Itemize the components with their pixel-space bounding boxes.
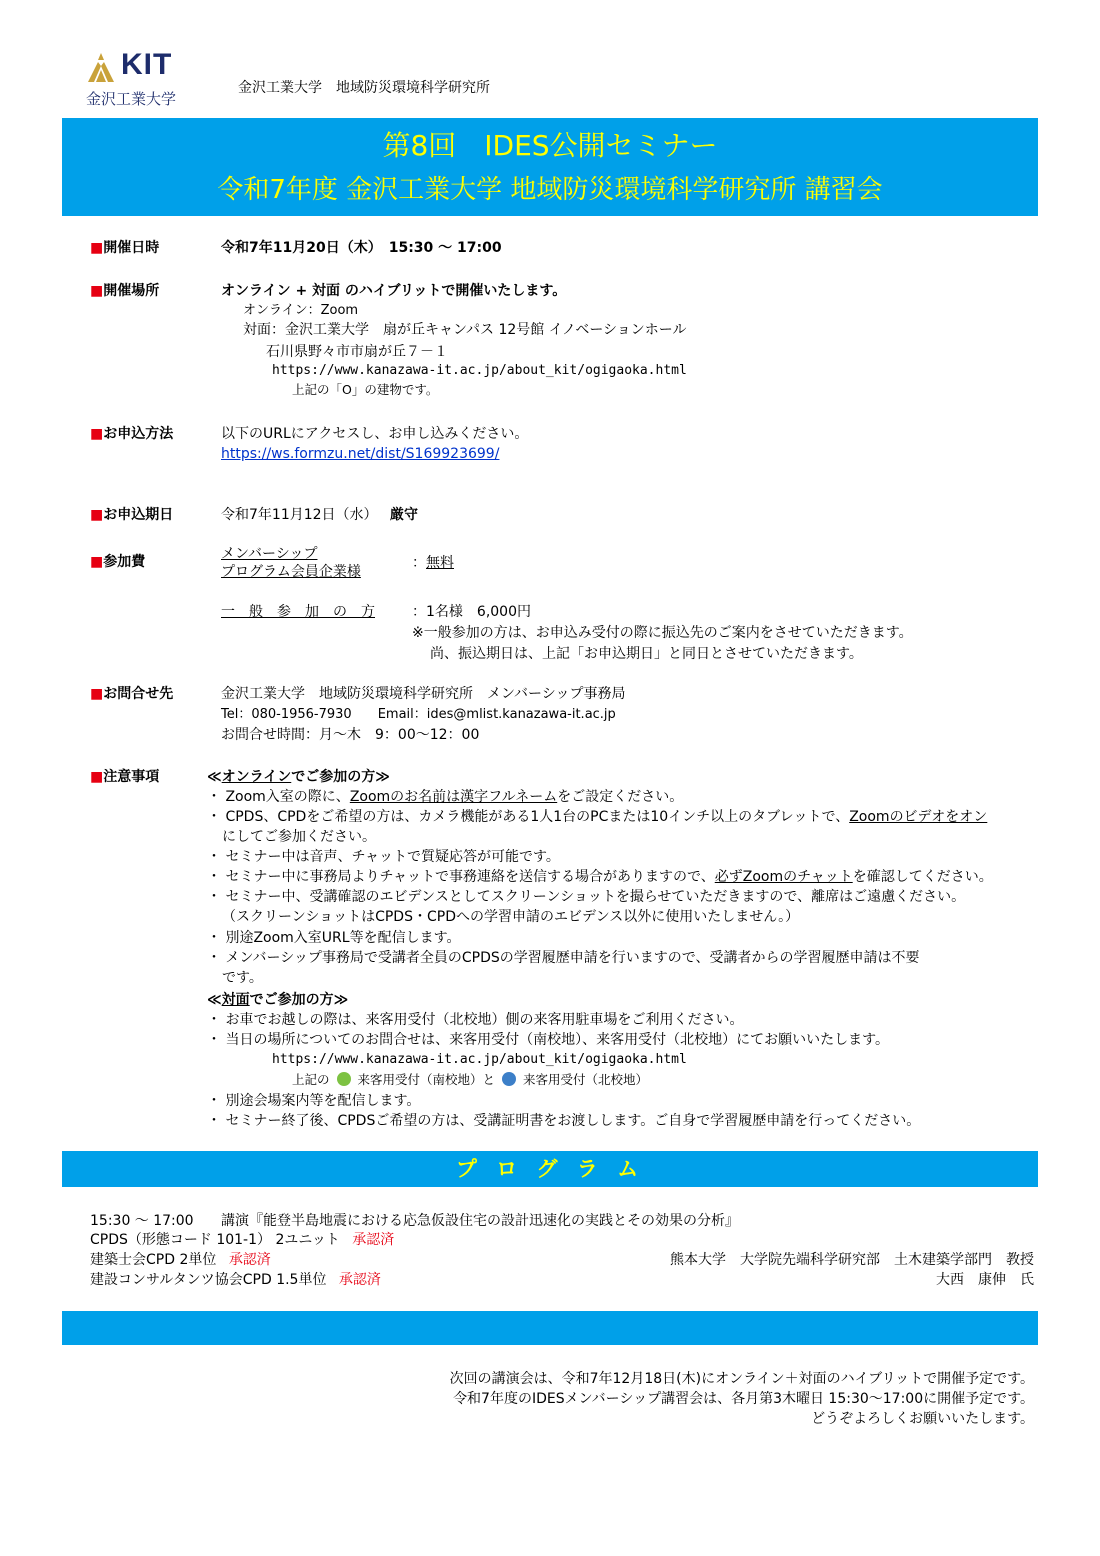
inperson-heading: ≪対面でご参加の方≫ [207,992,349,1008]
banner-title-line2: 令和7年度 金沢工業大学 地域防災環境科学研究所 講習会 [217,175,883,205]
inperson-url[interactable]: https://www.kanazawa-it.ac.jp/about_kit/ogigaoka.html [272,1052,687,1067]
program-heading: プ ロ グ ラ ム [455,1157,645,1181]
datetime-label: ■開催日時 [90,240,160,256]
logo-text: KIT [121,48,173,81]
online-note-2-cont: にしてご参加ください。 [222,829,376,845]
inperson-note-3: ・ 別途会場案内等を配信します。 [207,1093,421,1109]
online-note-2: ・ CPDS、CPDをご希望の方は、カメラ機能がある1人1台のPCまたは10インチ以上のタブレットで、Zoomのビデオをオン [207,809,988,825]
apply-text: 以下のURLにアクセスし、お申し込みください。 [221,426,529,442]
fee-label: ■参加費 [90,554,146,570]
program-cpds: CPDS（形態コード 101-1） 2ユニット 承認済 [90,1232,395,1248]
fee-general-label: 一 般 参 加 の 方 [221,604,375,620]
venue-headline: オンライン + 対面 のハイブリットで開催いたします。 [221,283,567,299]
title-banner [62,118,1038,216]
bottom-bar [62,1311,1038,1345]
inperson-note-2: ・ 当日の場所についてのお問合せは、来客用受付（南校地）、来客用受付（北校地）にてお願いいたします。 [207,1032,890,1048]
program-lecture: 講演『能登半島地震における応急仮設住宅の設計迅速化の実践とその効果の分析』 [221,1213,739,1229]
green-dot-icon [337,1072,351,1086]
online-note-5-cont: （スクリーンショットはCPDS・CPDへの学習申請のエビデンス以外に使用いたしません。） [222,909,800,925]
kit-logo [84,50,196,110]
notes-label: ■注意事項 [90,769,160,785]
footer-line3: どうぞよろしくお願いいたします。 [811,1411,1034,1427]
online-note-1: ・ Zoom入室の際に、Zoomのお名前は漢字フルネームをご設定ください。 [207,789,684,805]
red-square-icon: ■ [90,283,104,299]
contact-org: 金沢工業大学 地域防災環境科学研究所 メンバーシップ事務局 [221,686,626,702]
venue-inperson: 対面：金沢工業大学 扇が丘キャンパス 12号館 イノベーションホール [243,322,687,338]
red-square-icon: ■ [90,686,104,702]
speaker-affiliation: 熊本大学 大学院先端科学研究部 土木建築学部門 教授 [670,1252,1034,1268]
venue-url[interactable]: https://www.kanazawa-it.ac.jp/about_kit/ogigaoka.html [272,363,687,378]
banner-title-line1: 第8回 IDES公開セミナー [382,129,718,162]
online-note-5: ・ セミナー中、受講確認のエビデンスとしてスクリーンショットを撮らせていただきますので、離席はご遠慮ください。 [207,889,966,905]
deadline-label: ■お申込期日 [90,507,174,523]
cpd-consult-status: 承認済 [338,1272,381,1288]
fee-member-value: ：無料 [412,555,454,571]
red-square-icon: ■ [90,769,104,785]
online-note-7-cont: です。 [222,970,263,986]
red-square-icon: ■ [90,507,104,523]
speaker-name: 大西 康伸 氏 [936,1272,1034,1288]
venue-label: ■開催場所 [90,283,160,299]
deadline-value: 令和7年11月12日（水） 厳守 [221,507,418,523]
blue-dot-icon [502,1072,516,1086]
datetime-value: 令和7年11月20日（木） 15:30 ～ 17:00 [221,240,502,256]
deadline-strict: 厳守 [390,507,418,523]
program-time: 15:30 ～ 17:00 [90,1213,194,1229]
online-heading: ≪オンラインでご参加の方≫ [207,769,390,785]
inperson-note-4: ・ セミナー終了後、CPDSご希望の方は、受講証明書をお渡しします。ご自身で学習履歴申請を行ってください。 [207,1113,921,1129]
fee-member-line1: メンバーシップ [221,546,318,562]
fee-general-value: ：1名様 6,000円 [412,604,531,620]
red-square-icon: ■ [90,240,104,256]
red-square-icon: ■ [90,426,104,442]
online-note-6: ・ 別途Zoom入室URL等を配信します。 [207,930,461,946]
program-banner [62,1151,1038,1187]
inperson-note-1: ・ お車でお越しの際は、来客用受付（北校地）側の来客用駐車場をご利用ください。 [207,1012,744,1028]
inperson-legend: 上記の 来客用受付（南校地）と 来客用受付（北校地） [292,1072,648,1087]
logo-subtitle: 金沢工業大学 [86,90,177,108]
cpds-status: 承認済 [352,1232,395,1248]
online-note-7: ・ メンバーシップ事務局で受講者全員のCPDSの学習履歴申請を行いますので、受講者からの学習履歴申請は不要 [207,950,920,966]
online-note-3: ・ セミナー中は音声、チャットで質疑応答が可能です。 [207,849,560,865]
contact-label: ■お問合せ先 [90,686,174,702]
red-square-icon: ■ [90,554,104,570]
venue-online: オンライン：Zoom [243,303,359,318]
contact-hours: お問合せ時間：月～木 9：00～12：00 [221,727,480,743]
fee-note2: 尚、振込期日は、上記「お申込期日」と同日とさせていただきます。 [430,646,863,662]
apply-url-link[interactable]: https://ws.formzu.net/dist/S169923699/ [221,446,500,462]
footer-line2: 令和7年度のIDESメンバーシップ講習会は、各月第3木曜日 15:30～17:00に開催予定です。 [453,1391,1034,1407]
venue-address: 石川県野々市市扇が丘７－１ [266,344,448,360]
venue-note: 上記の「O」の建物です。 [292,382,439,397]
fee-note1: ※一般参加の方は、お申込み受付の際に振込先のご案内をさせていただきます。 [412,625,913,641]
contact-tel-email: Tel：080-1956-7930 Email：ides@mlist.kanazawa-it.ac.jp [221,707,616,722]
cpd-arch-status: 承認済 [228,1252,271,1268]
footer-line1: 次回の講演会は、令和7年12月18日(木)にオンライン＋対面のハイブリットで開催予定です。 [449,1371,1034,1387]
program-cpd-arch: 建築士会CPD 2単位 承認済 [90,1252,271,1268]
fee-member-line2: プログラム会員企業様 [221,564,361,580]
kit-logo-mark-icon [84,52,118,84]
institute-name: 金沢工業大学 地域防災環境科学研究所 [238,80,490,96]
online-note-4: ・ セミナー中に事務局よりチャットで事務連絡を送信する場合がありますので、必ずZoomのチャットを確認してください。 [207,869,993,885]
apply-label: ■お申込方法 [90,426,174,442]
program-cpd-consult: 建設コンサルタンツ協会CPD 1.5単位 承認済 [90,1272,381,1288]
